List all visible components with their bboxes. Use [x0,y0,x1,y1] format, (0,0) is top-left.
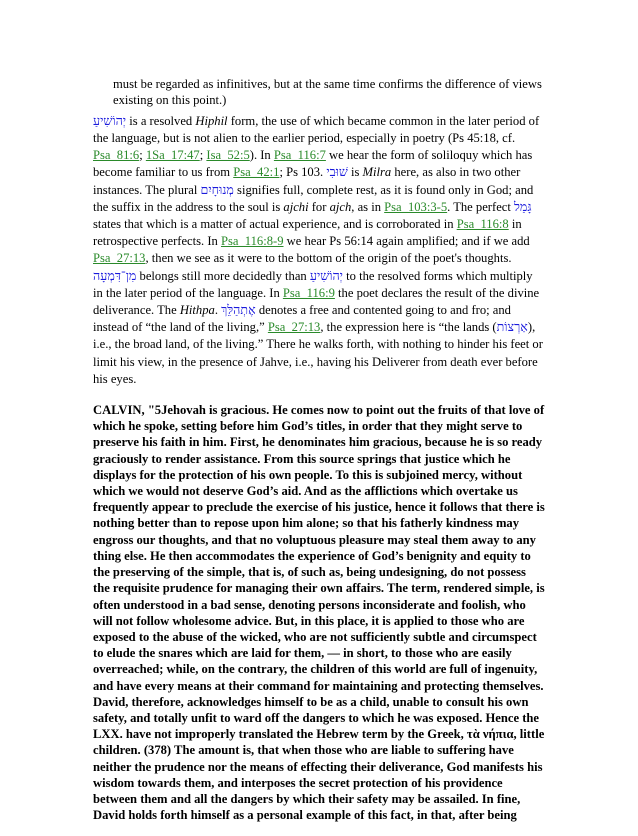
text-run: belongs still more decidedly than [136,268,310,283]
scripture-link[interactable]: Isa_52:5 [206,148,250,163]
scripture-link[interactable]: Psa_103:3-5 [384,199,448,214]
document-page [93,76,545,836]
text-run: ). In [249,148,274,163]
text-run: form, the use of which became common in the later period of the language, but is not alien to the earlier period, especially in poetry (Ps 45:18, cf. [93,113,540,146]
intro-continuation: must be regarded as infinitives, but at the same time confirms the difference of views existing on this point.) [113,77,542,108]
text-run: ; [199,148,207,163]
text-run: , then we see as it were to the bottom of the origin of the poet's thoughts. [145,251,512,266]
text-run: states that which is a matter of actual experience, and is corroborated in [93,217,457,232]
text-run: ; [139,148,146,163]
text-run: for [308,199,330,214]
text-run: , the expression here is “the lands ( [320,320,497,335]
italic-term: Hiphil [195,113,228,128]
text-run: the poet declares the result of the divine deliverance. The [93,285,540,318]
italic-term: Hithpa [179,303,215,318]
hebrew-word: שׁוּבִי [326,165,348,180]
scripture-link[interactable]: Psa_42:1 [233,165,280,180]
text-run: ; Ps 103. [279,165,327,180]
text-run: we hear Ps 56:14 again amplified; and if we add [283,234,530,249]
scripture-link[interactable]: Psa_116:8 [456,217,509,232]
commentary-paragraph [93,113,545,388]
scripture-link[interactable]: Psa_116:7 [273,148,326,163]
scripture-link[interactable]: Psa_116:9 [282,285,335,300]
text-run: is [347,165,363,180]
italic-term: ajch [329,199,352,214]
calvin-commentary: CALVIN, "5Jehovah is gracious. He comes now to point out the fruits of that love of which he spoke, setting before him God’s titles, in order that they might serve to preserve his faith in him. First, he denominates him gracious, because he is so ready graciously to render assistance. From this source springs that justice which he displays for the protection of his own people. To this is subjoined mercy, without which we would not deserve God’s aid. And as the afflictions which overtake us frequently appear to preclude the exercise of his justice, hence it follows that there is nothing better than to repose upon him alone; so that his fatherly kindness may engross our thoughts, and that no voluptuous pleasure may steal them away to any thing else. He then accommodates the experience of God’s benignity and equity to the preserving of the simple, that is, of such as, being undesigning, do not possess the requisite prudence for managing their own affairs. The term, rendered simple, is often understood in a bad sense, denoting persons inconsiderate and foolish, who will not follow wholesome advice. But, in this place, it is applied to those who are exposed to the abuse of the wicked, who are not sufficiently subtle and circumspect to elude the snares which are laid for them, — in short, to those who are easily overreached; while, on the contrary, the children of this world are full of ingenuity, and have every means at their command for maintaining and protecting themselves. David, therefore, acknowledges himself to be as a child, unable to consult his own safety, and totally unfit to ward off the dangers to which he was exposed. Hence the LXX. have not improperly translated the Hebrew term by the Greek, τὰ νήπια, little children. (378) The amount is, that when those who are liable to suffering have neither the prudence nor the means of effecting their deliverance, God manifests his wisdom towards them, and interposes the secret protection of his providence between them and all the dangers by which their safety may be assailed. In fine, David holds forth himself as a personal example of this fact, in that, after being [93,403,545,823]
scripture-link[interactable]: 1Sa_17:47 [145,148,200,163]
text-run: ), i.e., the broad land, of the living.” There he walks forth, with nothing to hinder his feet or limit his view, in the presence of Jahve, i.e., having his Deliverer from death ever before his eyes. [93,320,543,386]
italic-term: Milra [362,165,392,180]
hebrew-word: יְהוֹשִׁיעַ [309,268,343,283]
text-run: signifies full, complete rest, as it is found only in God; and the suffix in the address to the soul is [93,182,534,214]
italic-term: ajchi [283,199,309,214]
text-run: . The perfect [447,199,515,214]
hebrew-word: אֶתְהַלֵּךְ [221,303,256,318]
text-run: . [214,303,222,318]
text-run: to the resolved forms which multiply in the later period of the language. In [93,268,533,300]
hebrew-word: גָּמַל [514,199,532,214]
text-run: is a resolved [126,113,196,128]
scripture-link[interactable]: Psa_81:6 [93,148,140,163]
scripture-link[interactable]: Psa_116:8-9 [220,234,284,249]
hebrew-word: מְנוּחָיִם [200,182,234,197]
hebrew-word: אַרְצוֹת [496,320,528,335]
hebrew-word: יְהוֹשִׁיעַ [93,113,127,128]
text-run: , as in [351,199,385,214]
hebrew-word: מִן־דִּמְעָה [93,268,137,283]
text-run: here, as also in two other instances. The plural [93,165,521,197]
text-run: in retrospective perfects. In [93,217,522,249]
text-run: we hear the form of soliloquy which has become familiar to us from [93,148,533,180]
scripture-link[interactable]: Psa_27:13 [93,251,146,266]
scripture-link[interactable]: Psa_27:13 [267,320,321,335]
text-run: denotes a free and contented going to and fro; and instead of “the land of the living,” [93,303,511,335]
